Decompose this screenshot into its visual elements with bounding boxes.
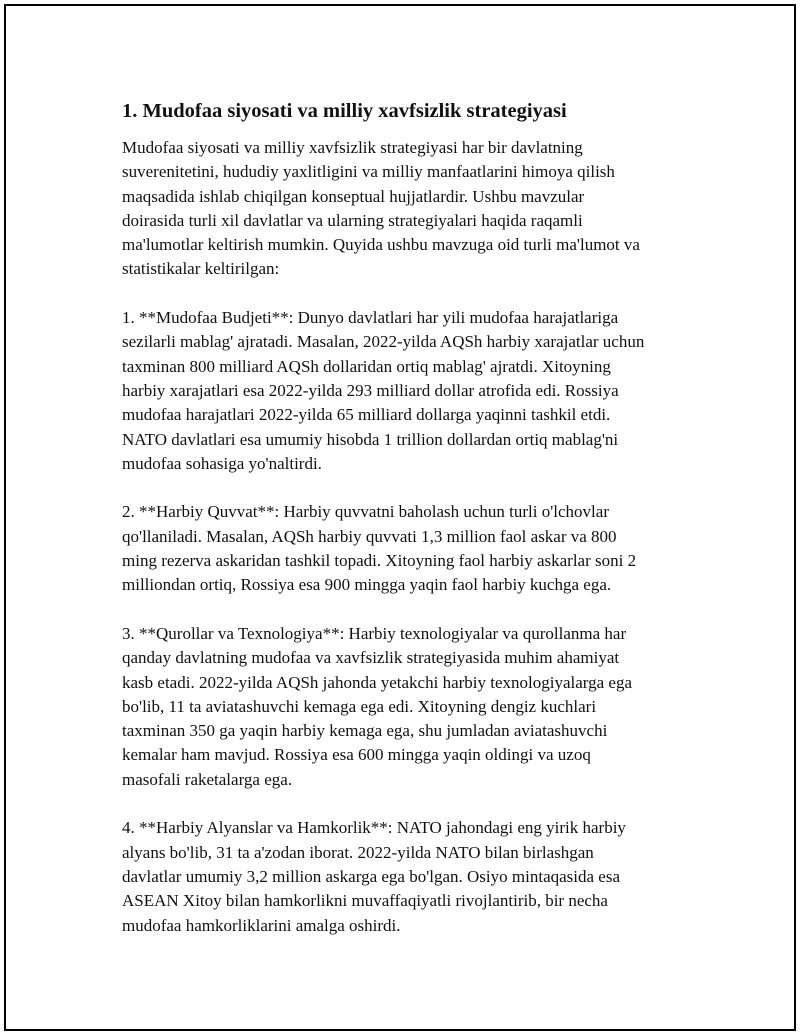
section-heading: 1. Mudofaa siyosati va milliy xavfsizlik strategiyasi <box>122 100 567 122</box>
paragraph-alliances-cooperation: 4. **Harbiy Alyanslar va Hamkorlik**: NATO jahondagi eng yirik harbiy alyans bo'lib, 31 ta a'zodan iborat. 2022-yilda NATO bilan birlashgan davlatlar umumiy 3,2 million askarga ega bo'lgan. Osiyo mintaqasida esa ASEAN Xitoy bilan hamkorlikni muvaffaqiyatli rivojlantirib, bir necha mudofaa hamkorliklarini amalga oshirdi. <box>122 818 626 935</box>
intro-paragraph: Mudofaa siyosati va milliy xavfsizlik strategiyasi har bir davlatning suverenitetini, hududiy yaxlitligini va milliy manfaatlarini himoya qilish maqsadida ishlab chiqilgan konseptual hujjatlardir. Ushbu mavzular doirasida turli xil davlatlar va ularning strategiyalari haqida raqamli ma'lumotlar keltirish mumkin. Quyida ushbu mavzuga oid turli ma'lumot va statistikalar keltirilgan: <box>122 138 640 279</box>
document-body <box>122 98 692 962</box>
paragraph-military-power: 2. **Harbiy Quvvat**: Harbiy quvvatni baholash uchun turli o'lchovlar qo'llaniladi. Masalan, AQSh harbiy quvvati 1,3 million faol askar va 800 ming rezerva askaridan tashkil topadi. Xitoyning faol harbiy askarlar soni 2 milliondan ortiq, Rossiya esa 900 mingga yaqin faol harbiy kuchga ega. <box>122 502 637 595</box>
paragraph-weapons-technology: 3. **Qurollar va Texnologiya**: Harbiy texnologiyalar va qurollanma har qanday davlatning mudofaa va xavfsizlik strategiyasida muhim ahamiyat kasb etadi. 2022-yilda AQSh jahonda yetakchi harbiy texnologiyalarga ega bo'lib, 11 ta aviatashuvchi kemaga ega edi. Xitoyning dengiz kuchlari taxminan 350 ga yaqin harbiy kemaga ega, shu jumladan aviatashuvchi kemalar ham mavjud. Rossiya esa 600 mingga yaqin oldingi va uzoq masofali raketalarga ega. <box>122 623 633 789</box>
paragraph-defense-budget: 1. **Mudofaa Budjeti**: Dunyo davlatlari har yili mudofaa harajatlariga sezilarli mablag' ajratadi. Masalan, 2022-yilda AQSh harbiy xarajatlar uchun taxminan 800 milliard AQSh dollaridan ortiq mablag' ajratdi. Xitoyning harbiy xarajatlari esa 2022-yilda 293 milliard dollar atrofida edi. Rossiya mudofaa harajatlari 2022-yilda 65 milliard dollarga yaqinni tashkil etdi. NATO davlatlari esa umumiy hisobda 1 trillion dollardan ortiq mablag'ni mudofaa sohasiga yo'naltirdi. <box>122 308 645 473</box>
page-frame <box>4 4 796 1031</box>
